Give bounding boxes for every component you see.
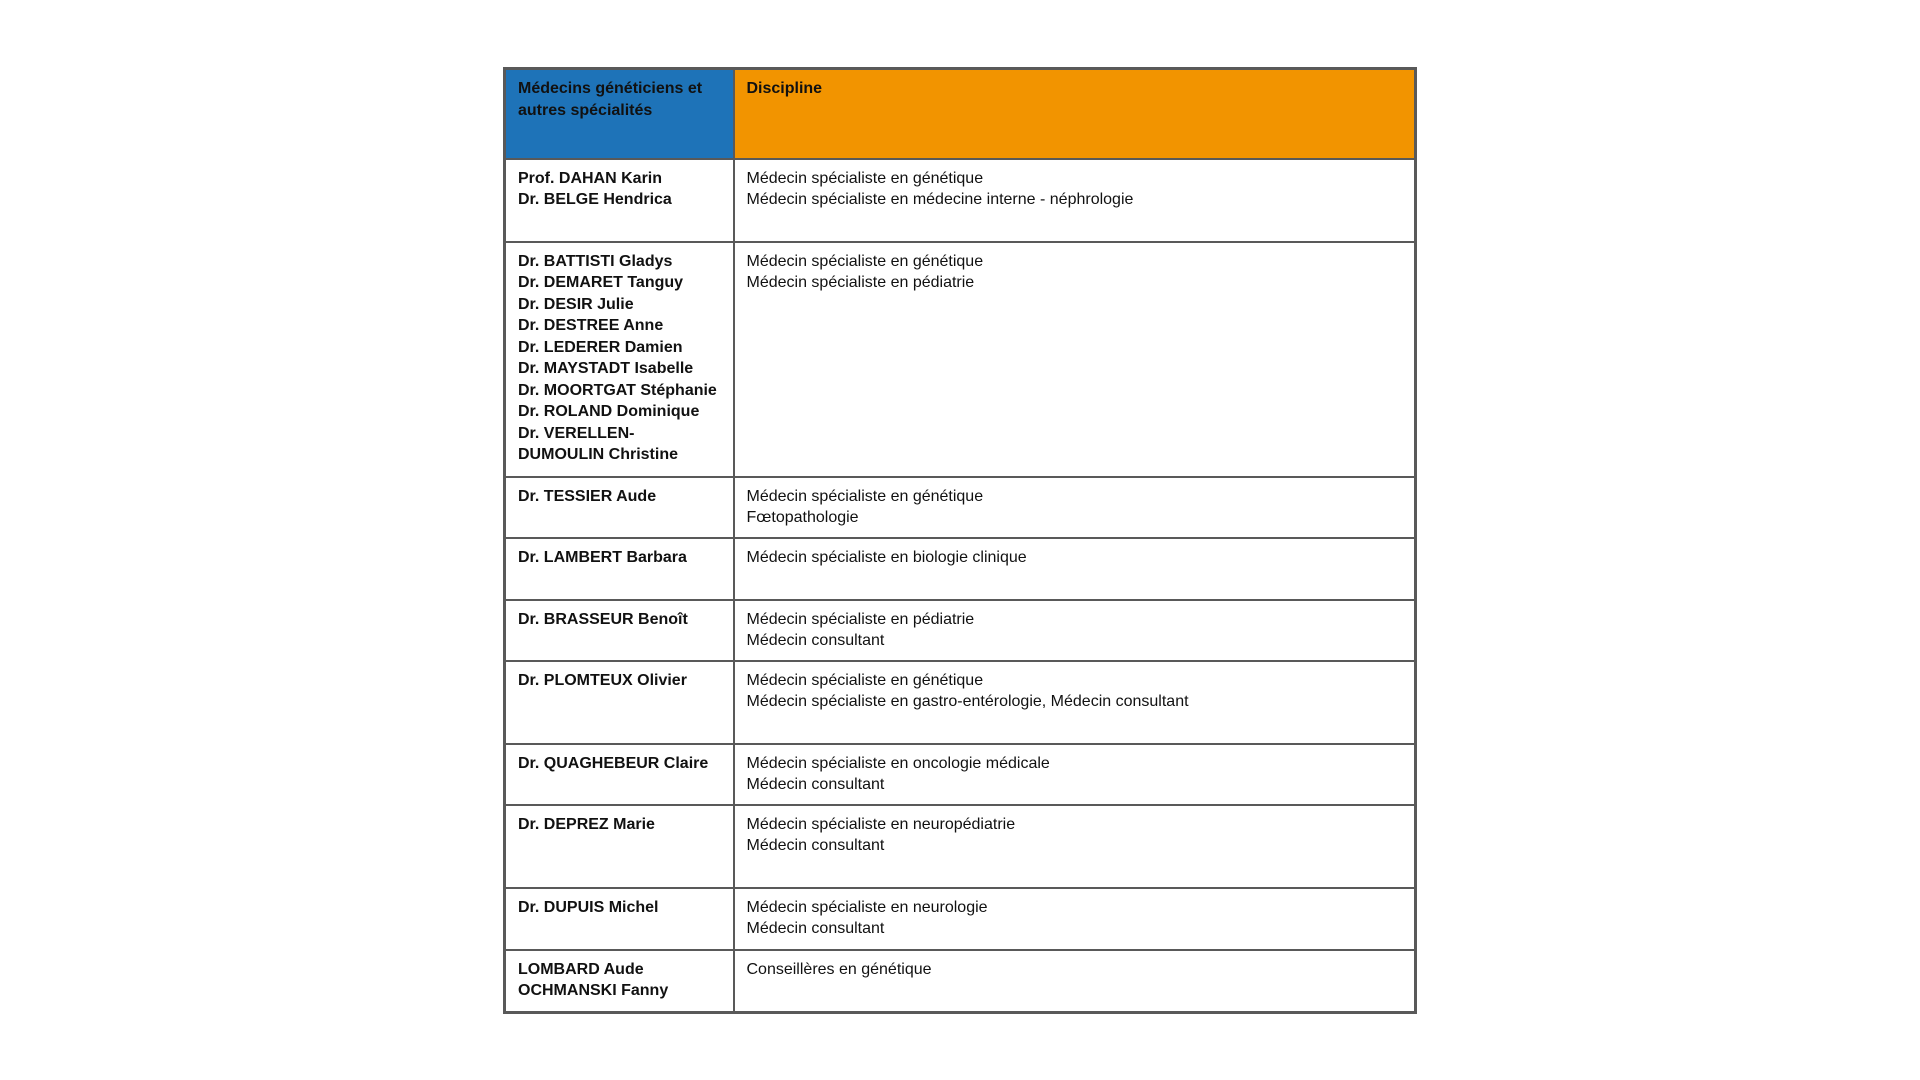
doctor-name: Dr. QUAGHEBEUR Claire bbox=[518, 754, 709, 772]
doctor-name: OCHMANSKI Fanny bbox=[518, 982, 669, 999]
table-row bbox=[505, 159, 1416, 242]
discipline-line: Médecin consultant bbox=[746, 632, 885, 649]
doctor-names-cell bbox=[505, 600, 734, 661]
doctor-name: Dr. DESTREE Anne bbox=[518, 317, 664, 334]
discipline-cell bbox=[734, 159, 1416, 242]
discipline-line: Médecin consultant bbox=[746, 837, 885, 854]
table-row bbox=[505, 600, 1416, 661]
discipline-line: Médecin spécialiste en pédiatrie bbox=[746, 610, 975, 628]
discipline-line: Médecin consultant bbox=[746, 776, 885, 793]
doctor-name: Dr. MAYSTADT Isabelle bbox=[518, 360, 694, 377]
doctor-name: Dr. ROLAND Dominique bbox=[518, 403, 700, 420]
discipline-line: Médecin spécialiste en neuropédiatrie bbox=[746, 815, 1016, 833]
doctor-name: Dr. DESIR Julie bbox=[518, 295, 634, 313]
discipline-cell bbox=[734, 888, 1416, 950]
doctor-name: Dr. LEDERER Damien bbox=[518, 338, 683, 356]
table-row bbox=[505, 888, 1416, 950]
doctor-names-cell bbox=[505, 744, 734, 805]
discipline-cell bbox=[734, 242, 1416, 477]
discipline-cell bbox=[734, 950, 1416, 1013]
document-page bbox=[503, 67, 1417, 1014]
doctor-name: Dr. BATTISTI Gladys bbox=[518, 252, 673, 270]
discipline-line: Médecin spécialiste en gastro-entérologie, Médecin consultant bbox=[746, 693, 1189, 710]
doctor-name: Prof. DAHAN Karin bbox=[518, 169, 663, 187]
doctor-name: Dr. BRASSEUR Benoît bbox=[518, 610, 688, 628]
doctor-name: Dr. VERELLEN-DUMOULIN Christine bbox=[518, 424, 678, 463]
table-row bbox=[505, 805, 1416, 888]
table-row bbox=[505, 950, 1416, 1013]
discipline-line: Médecin spécialiste en génétique bbox=[746, 671, 984, 689]
doctor-name: Dr. LAMBERT Barbara bbox=[518, 548, 687, 566]
table-row bbox=[505, 242, 1416, 477]
doctor-name: LOMBARD Aude bbox=[518, 960, 644, 978]
table-row bbox=[505, 661, 1416, 744]
doctor-names-cell bbox=[505, 950, 734, 1013]
doctor-name: Dr. DEMARET Tanguy bbox=[518, 274, 684, 291]
header-cell-discipline: Discipline bbox=[734, 69, 1416, 159]
doctor-names-cell bbox=[505, 159, 734, 242]
doctor-names-cell bbox=[505, 477, 734, 538]
discipline-line: Médecin spécialiste en neurologie bbox=[746, 898, 988, 916]
discipline-cell bbox=[734, 538, 1416, 600]
table-row bbox=[505, 538, 1416, 600]
discipline-cell bbox=[734, 661, 1416, 744]
doctor-names-cell bbox=[505, 805, 734, 888]
doctor-name: Dr. MOORTGAT Stéphanie bbox=[518, 381, 717, 399]
discipline-line: Médecin spécialiste en médecine interne - néphrologie bbox=[746, 191, 1134, 208]
header-cell-doctors: Médecins généticiens et autres spécialités bbox=[505, 69, 734, 159]
doctor-name: Dr. DUPUIS Michel bbox=[518, 898, 659, 916]
discipline-line: Médecin spécialiste en génétique bbox=[746, 169, 984, 187]
discipline-line: Médecin consultant bbox=[746, 920, 885, 937]
discipline-cell bbox=[734, 600, 1416, 661]
doctor-names-cell bbox=[505, 661, 734, 744]
discipline-line: Médecin spécialiste en génétique bbox=[746, 252, 984, 270]
doctor-names-cell bbox=[505, 242, 734, 477]
table-row bbox=[505, 744, 1416, 805]
specialists-table bbox=[503, 67, 1417, 1014]
doctor-name: Dr. BELGE Hendrica bbox=[518, 191, 672, 208]
discipline-cell bbox=[734, 477, 1416, 538]
doctor-names-cell bbox=[505, 888, 734, 950]
discipline-line: Médecin spécialiste en biologie clinique bbox=[746, 548, 1027, 566]
doctor-name: Dr. DEPREZ Marie bbox=[518, 815, 655, 833]
discipline-line: Médecin spécialiste en génétique bbox=[746, 487, 984, 505]
discipline-line: Fœtopathologie bbox=[746, 509, 859, 526]
discipline-cell bbox=[734, 805, 1416, 888]
doctor-name: Dr. PLOMTEUX Olivier bbox=[518, 671, 687, 689]
discipline-line: Conseillères en génétique bbox=[746, 960, 932, 978]
discipline-line: Médecin spécialiste en pédiatrie bbox=[746, 274, 975, 291]
discipline-line: Médecin spécialiste en oncologie médicale bbox=[746, 754, 1050, 772]
table-row bbox=[505, 477, 1416, 538]
doctor-name: Dr. TESSIER Aude bbox=[518, 487, 657, 505]
doctor-names-cell bbox=[505, 538, 734, 600]
header-row bbox=[505, 69, 1416, 159]
discipline-cell bbox=[734, 744, 1416, 805]
